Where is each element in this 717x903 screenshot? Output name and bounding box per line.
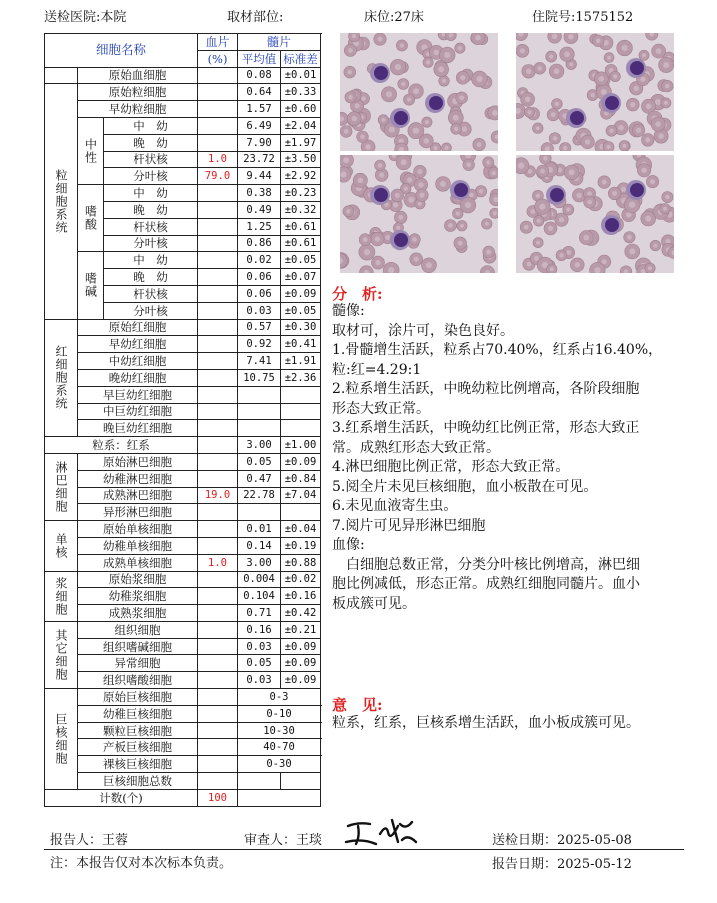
- std-deviation: [281, 420, 321, 437]
- inpatient-number: 住院号:1575152: [532, 10, 634, 25]
- table-row: [45, 487, 321, 504]
- average-value: 0.71: [238, 605, 281, 622]
- analysis-line: 常。成熟红形态大致正常。: [332, 439, 500, 456]
- cell-name: 原始单核细胞: [78, 521, 198, 538]
- cell-name: 原始巨核细胞: [78, 689, 198, 706]
- blood-value: [198, 319, 238, 336]
- analysis-line: 髓像:: [332, 303, 365, 319]
- table-row: [45, 252, 321, 269]
- average-value: 1.25: [238, 218, 281, 235]
- average-value: 0.01: [238, 521, 281, 538]
- std-deviation: ±0.09: [281, 672, 321, 689]
- analysis-title: 分 析:: [332, 285, 383, 303]
- group-erythroid: 红细胞系统: [45, 319, 78, 437]
- report-date: 报告日期：2025-05-12: [492, 857, 632, 872]
- table-cell: [238, 789, 321, 806]
- group-megakaryocyte: 巨核细胞: [45, 689, 78, 790]
- cell-name: 分叶核: [104, 168, 198, 185]
- cell-name: 晚 幼: [104, 201, 198, 218]
- cell-name: 原始浆细胞: [78, 571, 198, 588]
- cell-name: 幼稚淋巴细胞: [78, 470, 198, 487]
- table-row: [45, 369, 321, 386]
- cell-name: 中幼红细胞: [78, 353, 198, 370]
- opinion-text: 粒系，红系，巨核系增生活跃，血小板成簇可见。: [332, 715, 640, 731]
- std-deviation: ±0.02: [281, 571, 321, 588]
- std-deviation: ±3.50: [281, 151, 321, 168]
- subgroup-basophil: 嗜碱: [78, 252, 104, 319]
- subgroup-neutrophil: 中性: [78, 117, 104, 184]
- micrograph-4-image: [516, 155, 674, 273]
- table-row: [45, 722, 321, 739]
- average-value: 0.57: [238, 319, 281, 336]
- blood-value: [198, 571, 238, 588]
- average-value: 0.49: [238, 201, 281, 218]
- reference-range: 0-10: [238, 705, 321, 722]
- blood-value: [198, 117, 238, 134]
- table-row: [45, 386, 321, 403]
- header-marrow: 髓片: [238, 34, 321, 51]
- cell-name: 原始血细胞: [78, 67, 198, 84]
- average-value: [238, 403, 281, 420]
- blood-value: [198, 605, 238, 622]
- analysis-line: 2.粒系增生活跃，中晚幼粒比例增高，各阶段细胞: [332, 381, 640, 397]
- table-row: [45, 655, 321, 672]
- cell-name: 异常细胞: [78, 655, 198, 672]
- blood-value: [198, 638, 238, 655]
- reference-range: 10-30: [238, 722, 321, 739]
- std-deviation: ±0.42: [281, 605, 321, 622]
- blood-value: [198, 588, 238, 605]
- table-row: [45, 117, 321, 134]
- std-deviation: ±0.61: [281, 218, 321, 235]
- table-row: [45, 588, 321, 605]
- cell-name: 成熟浆细胞: [78, 605, 198, 622]
- cell-name: 幼稚浆细胞: [78, 588, 198, 605]
- std-deviation: ±0.61: [281, 235, 321, 252]
- std-deviation: ±0.05: [281, 302, 321, 319]
- average-value: 1.57: [238, 101, 281, 118]
- blood-value: [198, 353, 238, 370]
- analysis-line: 6.未见血液寄生虫。: [332, 498, 458, 514]
- std-deviation: ±0.09: [281, 638, 321, 655]
- table-row: [45, 185, 321, 202]
- std-deviation: ±0.60: [281, 101, 321, 118]
- blood-value: [198, 302, 238, 319]
- table-row: [45, 521, 321, 538]
- cell-morphology-table: [44, 33, 321, 807]
- cell-name: 颗粒巨核细胞: [78, 722, 198, 739]
- reference-range: 0-30: [238, 756, 321, 773]
- std-deviation: ±0.07: [281, 269, 321, 286]
- table-row: [45, 605, 321, 622]
- micrograph-2: [516, 33, 674, 151]
- average-value: 0.004: [238, 571, 281, 588]
- micrograph-3-image: [340, 155, 498, 273]
- std-deviation: ±7.04: [281, 487, 321, 504]
- blood-value: [198, 739, 238, 756]
- cell-name: 中 幼: [104, 252, 198, 269]
- analysis-line: 3.红系增生活跃，中晚幼红比例正常，形态大致正: [332, 420, 640, 436]
- analysis-line: 7.阅片可见异形淋巴细胞: [332, 517, 486, 534]
- cell-name: 杆状核: [104, 151, 198, 168]
- blood-value: [198, 84, 238, 101]
- table-row: [45, 638, 321, 655]
- cell-name: 裸核巨核细胞: [78, 756, 198, 773]
- cell-name: 成熟单核细胞: [78, 554, 198, 571]
- signature-image: [340, 812, 420, 850]
- average-value: 0.06: [238, 285, 281, 302]
- opinion-title: 意 见:: [332, 696, 383, 714]
- cell-name: 晚幼红细胞: [78, 369, 198, 386]
- disclaimer-note: 注：本报告仅对本次标本负责。: [50, 856, 233, 871]
- cell-name: 组织细胞: [78, 621, 198, 638]
- group-lymphocyte: 淋巴细胞: [45, 453, 78, 520]
- blood-value: [198, 437, 238, 454]
- cell-name: 幼稚单核细胞: [78, 537, 198, 554]
- average-value: 0.08: [238, 67, 281, 84]
- reporter-label: 报告人：王蓉: [50, 833, 129, 848]
- table-row: [45, 101, 321, 118]
- average-value: 23.72: [238, 151, 281, 168]
- blood-value: [198, 705, 238, 722]
- table-row: [45, 571, 321, 588]
- std-deviation: ±0.05: [281, 252, 321, 269]
- blood-value: [198, 756, 238, 773]
- cell-name: 异形淋巴细胞: [78, 504, 198, 521]
- blood-value: [198, 185, 238, 202]
- header-blood-unit: (%): [198, 50, 238, 67]
- table-row: [45, 789, 321, 806]
- blood-value: [198, 386, 238, 403]
- average-value: 0.104: [238, 588, 281, 605]
- group-granulocyte: 粒细胞系统: [45, 84, 78, 319]
- average-value: 0.38: [238, 185, 281, 202]
- std-deviation: ±0.09: [281, 655, 321, 672]
- table-row: [45, 756, 321, 773]
- cell-name: 晚 幼: [104, 134, 198, 151]
- cell-name: 原始粒细胞: [78, 84, 198, 101]
- table-row: [45, 336, 321, 353]
- blood-value: [198, 134, 238, 151]
- std-deviation: ±0.19: [281, 537, 321, 554]
- blood-value: [198, 420, 238, 437]
- blood-value: [198, 269, 238, 286]
- reference-range: 0-3: [238, 689, 321, 706]
- table-row: [45, 319, 321, 336]
- table-row: [45, 470, 321, 487]
- blood-value: 1.0: [198, 554, 238, 571]
- blood-value: [198, 101, 238, 118]
- cell-name: 成熟淋巴细胞: [78, 487, 198, 504]
- blood-value: [198, 252, 238, 269]
- table-row: [45, 34, 321, 51]
- blood-value: 1.0: [198, 151, 238, 168]
- average-value: 22.78: [238, 487, 281, 504]
- cell-name: 晚巨幼红细胞: [78, 420, 198, 437]
- std-deviation: ±0.09: [281, 285, 321, 302]
- bed-label: 床位:27床: [364, 10, 424, 25]
- cell-name: 早幼粒细胞: [78, 101, 198, 118]
- average-value: 0.03: [238, 302, 281, 319]
- table-row: [45, 403, 321, 420]
- blood-value: [198, 285, 238, 302]
- hospital-label: 送检医院:本院: [44, 10, 127, 25]
- cell-name: 原始淋巴细胞: [78, 453, 198, 470]
- cell-name: 杆状核: [104, 218, 198, 235]
- blood-value: [198, 621, 238, 638]
- average-value: 0.03: [238, 638, 281, 655]
- analysis-line: 粒:红=4.29:1: [332, 361, 422, 378]
- blood-value: [198, 537, 238, 554]
- std-deviation: ±0.33: [281, 84, 321, 101]
- micrograph-1: [340, 33, 498, 151]
- cell-name: 早巨幼红细胞: [78, 386, 198, 403]
- blood-value: [198, 655, 238, 672]
- analysis-line: 胞比例减低，形态正常。成熟红细胞同髓片。血小: [332, 576, 640, 592]
- header-std: 标准差: [281, 50, 321, 67]
- blood-value: [198, 403, 238, 420]
- average-value: 0.16: [238, 621, 281, 638]
- average-value: 0.64: [238, 84, 281, 101]
- blood-value: [198, 689, 238, 706]
- cell-name: 中巨幼红细胞: [78, 403, 198, 420]
- analysis-line: 4.淋巴细胞比例正常，形态大致正常。: [332, 459, 570, 475]
- blood-value: [198, 369, 238, 386]
- micrograph-3: [340, 155, 498, 273]
- std-deviation: ±0.16: [281, 588, 321, 605]
- std-deviation: ±0.30: [281, 319, 321, 336]
- blood-value: [198, 722, 238, 739]
- table-row: [45, 739, 321, 756]
- analysis-line: 板成簇可见。: [332, 595, 416, 612]
- blood-value: [198, 336, 238, 353]
- std-deviation: ±0.32: [281, 201, 321, 218]
- cell-name: 幼稚巨核细胞: [78, 705, 198, 722]
- ratio-label: 粒系：红系: [45, 437, 198, 454]
- table-row: [45, 554, 321, 571]
- table-row: [45, 453, 321, 470]
- average-value: 9.44: [238, 168, 281, 185]
- blood-value: [198, 504, 238, 521]
- sent-date: 送检日期：2025-05-08: [492, 833, 632, 848]
- blood-value: [198, 453, 238, 470]
- analysis-line: 形态大致正常。: [332, 400, 430, 417]
- std-deviation: ±2.92: [281, 168, 321, 185]
- blood-value: [198, 773, 238, 790]
- cell-name: 早幼红细胞: [78, 336, 198, 353]
- table-row: [45, 689, 321, 706]
- average-value: 0.03: [238, 672, 281, 689]
- std-deviation: ±0.09: [281, 453, 321, 470]
- cell-name: 原始红细胞: [78, 319, 198, 336]
- average-value: 0.02: [238, 252, 281, 269]
- cell-name: 中 幼: [104, 185, 198, 202]
- cell-name: 杆状核: [104, 285, 198, 302]
- average-value: [238, 386, 281, 403]
- header-average: 平均值: [238, 50, 281, 67]
- average-value: 0.92: [238, 336, 281, 353]
- analysis-line: 白细胞总数正常，分类分叶核比例增高，淋巴细: [332, 556, 640, 573]
- std-deviation: ±1.00: [281, 437, 321, 454]
- micrograph-1-image: [340, 33, 498, 151]
- analysis-line: 5.阅全片未见巨核细胞，血小板散在可见。: [332, 478, 598, 495]
- table-row: [45, 420, 321, 437]
- average-value: 6.49: [238, 117, 281, 134]
- blood-value: [198, 470, 238, 487]
- micrograph-2-image: [516, 33, 674, 151]
- std-deviation: ±2.36: [281, 369, 321, 386]
- average-value: 0.47: [238, 470, 281, 487]
- table-row: [45, 672, 321, 689]
- blood-value: 19.0: [198, 487, 238, 504]
- std-deviation: [281, 403, 321, 420]
- analysis-line: 1.骨髓增生活跃，粒系占70.40%，红系占16.40%，: [332, 342, 663, 358]
- header-cell-name: 细胞名称: [45, 34, 198, 68]
- cell-name: 巨核细胞总数: [78, 773, 198, 790]
- analysis-line: 取材可，涂片可，染色良好。: [332, 322, 514, 339]
- analysis-line: 血像:: [332, 537, 365, 553]
- cell-name: 组织嗜碱细胞: [78, 638, 198, 655]
- std-deviation: ±1.97: [281, 134, 321, 151]
- std-deviation: ±0.23: [281, 185, 321, 202]
- material-label: 取材部位:: [227, 10, 284, 25]
- average-value: 0.86: [238, 235, 281, 252]
- average-value: 3.00: [238, 437, 281, 454]
- table-row: [45, 353, 321, 370]
- cell-name: 产板巨核细胞: [78, 739, 198, 756]
- group-monocyte: 单核: [45, 521, 78, 571]
- cell-name: 分叶核: [104, 235, 198, 252]
- average-value: 3.00: [238, 554, 281, 571]
- table-row: [45, 773, 321, 790]
- average-value: [238, 773, 281, 790]
- average-value: 10.75: [238, 369, 281, 386]
- blood-value: 79.0: [198, 168, 238, 185]
- blood-value: [198, 521, 238, 538]
- table-row: [45, 437, 321, 454]
- blood-value: [198, 201, 238, 218]
- blood-value: [198, 672, 238, 689]
- reference-range: 40-70: [238, 739, 321, 756]
- reviewer-label: 审查人：王琰: [244, 833, 323, 848]
- cell-name: 中 幼: [104, 117, 198, 134]
- blood-count: 100: [198, 789, 238, 806]
- average-value: 0.05: [238, 655, 281, 672]
- std-deviation: ±0.04: [281, 521, 321, 538]
- std-deviation: [281, 386, 321, 403]
- std-deviation: [281, 504, 321, 521]
- header-blood: 血片: [198, 34, 238, 51]
- cell-name: 组织嗜酸细胞: [78, 672, 198, 689]
- micrograph-4: [516, 155, 674, 273]
- std-deviation: ±0.41: [281, 336, 321, 353]
- blood-value: [198, 218, 238, 235]
- average-value: [238, 504, 281, 521]
- std-deviation: ±1.91: [281, 353, 321, 370]
- analysis-text: [332, 302, 662, 614]
- cell-name: 晚 幼: [104, 269, 198, 286]
- average-value: 0.14: [238, 537, 281, 554]
- count-label: 计数(个): [45, 789, 198, 806]
- table-row: [45, 67, 321, 84]
- std-deviation: ±0.01: [281, 67, 321, 84]
- average-value: [238, 420, 281, 437]
- cell-name: 分叶核: [104, 302, 198, 319]
- subgroup-eosinophil: 嗜酸: [78, 185, 104, 252]
- group-blank: [45, 67, 78, 84]
- footer-divider: [44, 849, 684, 850]
- blood-value: [198, 235, 238, 252]
- average-value: 0.06: [238, 269, 281, 286]
- group-plasma: 浆细胞: [45, 571, 78, 621]
- table-row: [45, 504, 321, 521]
- table-row: [45, 84, 321, 101]
- average-value: 7.41: [238, 353, 281, 370]
- std-deviation: ±0.88: [281, 554, 321, 571]
- table-row: [45, 705, 321, 722]
- std-deviation: ±0.84: [281, 470, 321, 487]
- std-deviation: [281, 773, 321, 790]
- table-row: [45, 537, 321, 554]
- average-value: 0.05: [238, 453, 281, 470]
- std-deviation: ±2.04: [281, 117, 321, 134]
- group-other: 其它细胞: [45, 621, 78, 688]
- std-deviation: ±0.21: [281, 621, 321, 638]
- table-row: [45, 621, 321, 638]
- blood-value: [198, 67, 238, 84]
- average-value: 7.90: [238, 134, 281, 151]
